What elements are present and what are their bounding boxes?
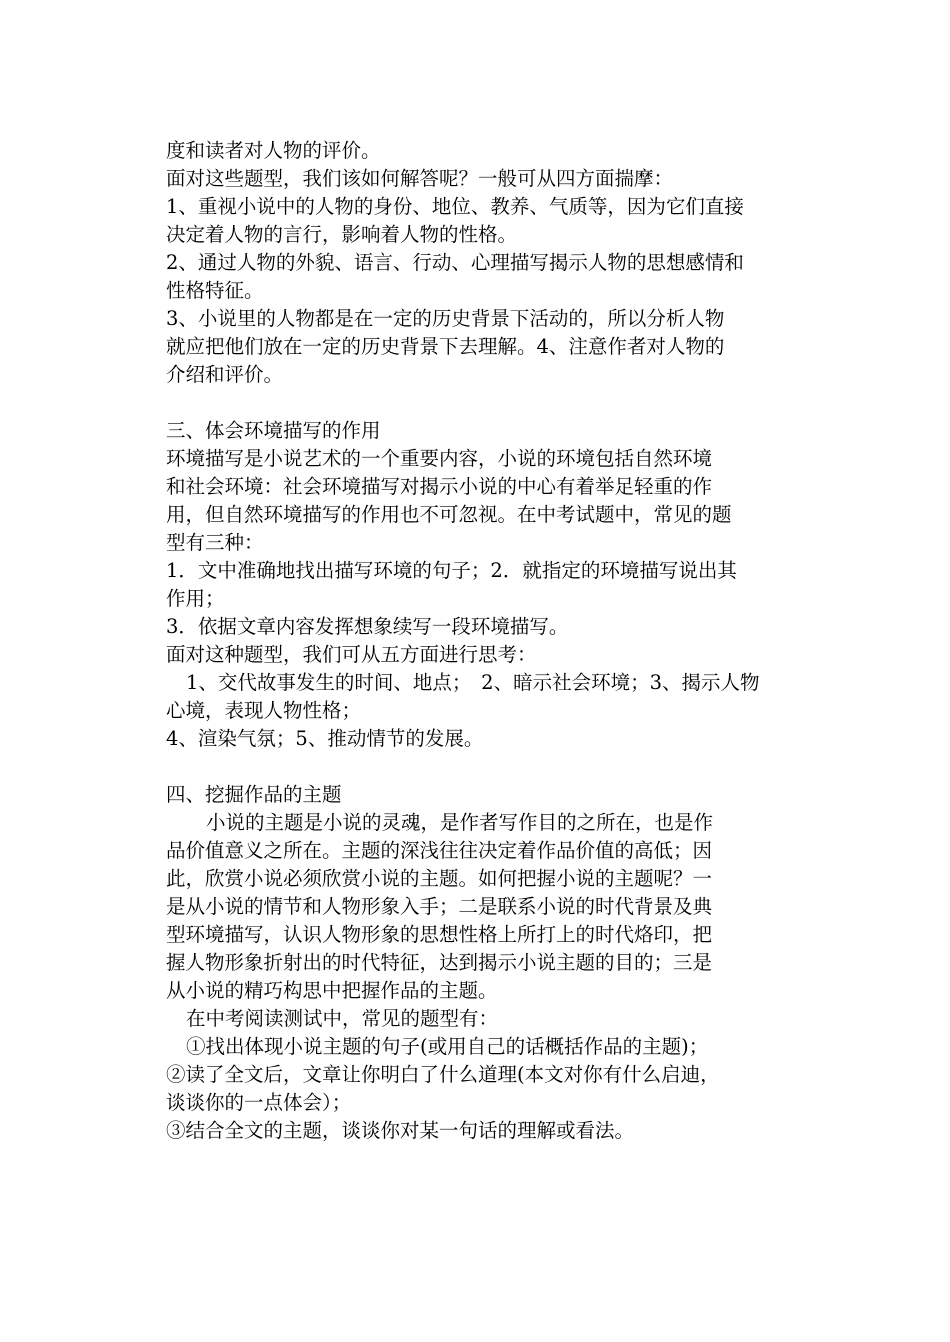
text-line: 握人物形象折射出的时代特征，达到揭示小说主题的目的；三是 [166, 951, 713, 974]
text-line: 在中考阅读测试中，常见的题型有： [186, 1007, 499, 1030]
text-line: 三、体会环境描写的作用 [166, 419, 381, 442]
text-line: 环境描写是小说艺术的一个重要内容，小说的环境包括自然环境 [166, 447, 713, 470]
text-line: 决定着人物的言行，影响着人物的性格。 [166, 223, 518, 246]
text-line: 型环境描写，认识人物形象的思想性格上所打上的时代烙印，把 [166, 923, 713, 946]
text-line: 作用； [166, 587, 225, 610]
text-line: 品价值意义之所在。主题的深浅往往决定着作品价值的高低；因 [166, 839, 713, 862]
text-line: ②读了全文后，文章让你明白了什么道理(本文对你有什么启迪， [166, 1063, 720, 1086]
text-line: 1．文中准确地找出描写环境的句子；2．就指定的环境描写说出其 [166, 559, 737, 582]
text-line: ③结合全文的主题，谈谈你对某一句话的理解或看法。 [166, 1119, 635, 1142]
text-line: 是从小说的情节和人物形象入手；二是联系小说的时代背景及典 [166, 895, 713, 918]
text-line: 3、小说里的人物都是在一定的历史背景下活动的，所以分析人物 [166, 307, 725, 330]
text-line: 小说的主题是小说的灵魂，是作者写作目的之所在，也是作 [206, 811, 714, 834]
text-line: 2、通过人物的外貌、语言、行动、心理描写揭示人物的思想感情和 [166, 251, 744, 274]
text-line: 就应把他们放在一定的历史背景下去理解。4、注意作者对人物的 [166, 335, 725, 358]
text-line: 度和读者对人物的评价。 [166, 139, 381, 162]
text-line: 型有三种： [166, 531, 264, 554]
text-line: 1、重视小说中的人物的身份、地位、教养、气质等，因为它们直接 [166, 195, 744, 218]
text-line: 四、挖掘作品的主题 [166, 783, 342, 806]
text-line: 4、渲染气氛；5、推动情节的发展。 [166, 727, 484, 750]
text-line: ①找出体现小说主题的句子(或用自己的话概括作品的主题)； [186, 1035, 709, 1058]
text-line: 面对这些题型，我们该如何解答呢？一般可从四方面揣摩： [166, 167, 674, 190]
text-line: 面对这种题型，我们可从五方面进行思考： [166, 643, 537, 666]
text-line: 此，欣赏小说必须欣赏小说的主题。如何把握小说的主题呢？一 [166, 867, 713, 890]
text-line: 心境，表现人物性格； [166, 699, 362, 722]
text-line: 用，但自然环境描写的作用也不可忽视。在中考试题中，常见的题 [166, 503, 732, 526]
text-line: 性格特征。 [166, 279, 264, 302]
text-line: 和社会环境：社会环境描写对揭示小说的中心有着举足轻重的作 [166, 475, 713, 498]
blank-line [166, 389, 788, 417]
text-line: 3．依据文章内容发挥想象续写一段环境描写。 [166, 615, 569, 638]
text-line: 从小说的精巧构思中把握作品的主题。 [166, 979, 498, 1002]
text-line: 谈谈你的一点体会）； [166, 1091, 352, 1114]
text-line: 介绍和评价。 [166, 363, 284, 386]
document-body [166, 137, 788, 1145]
text-line: 1、交代故事发生的时间、地点； 2、暗示社会环境；3、揭示人物 [186, 671, 760, 694]
blank-line [166, 753, 788, 781]
